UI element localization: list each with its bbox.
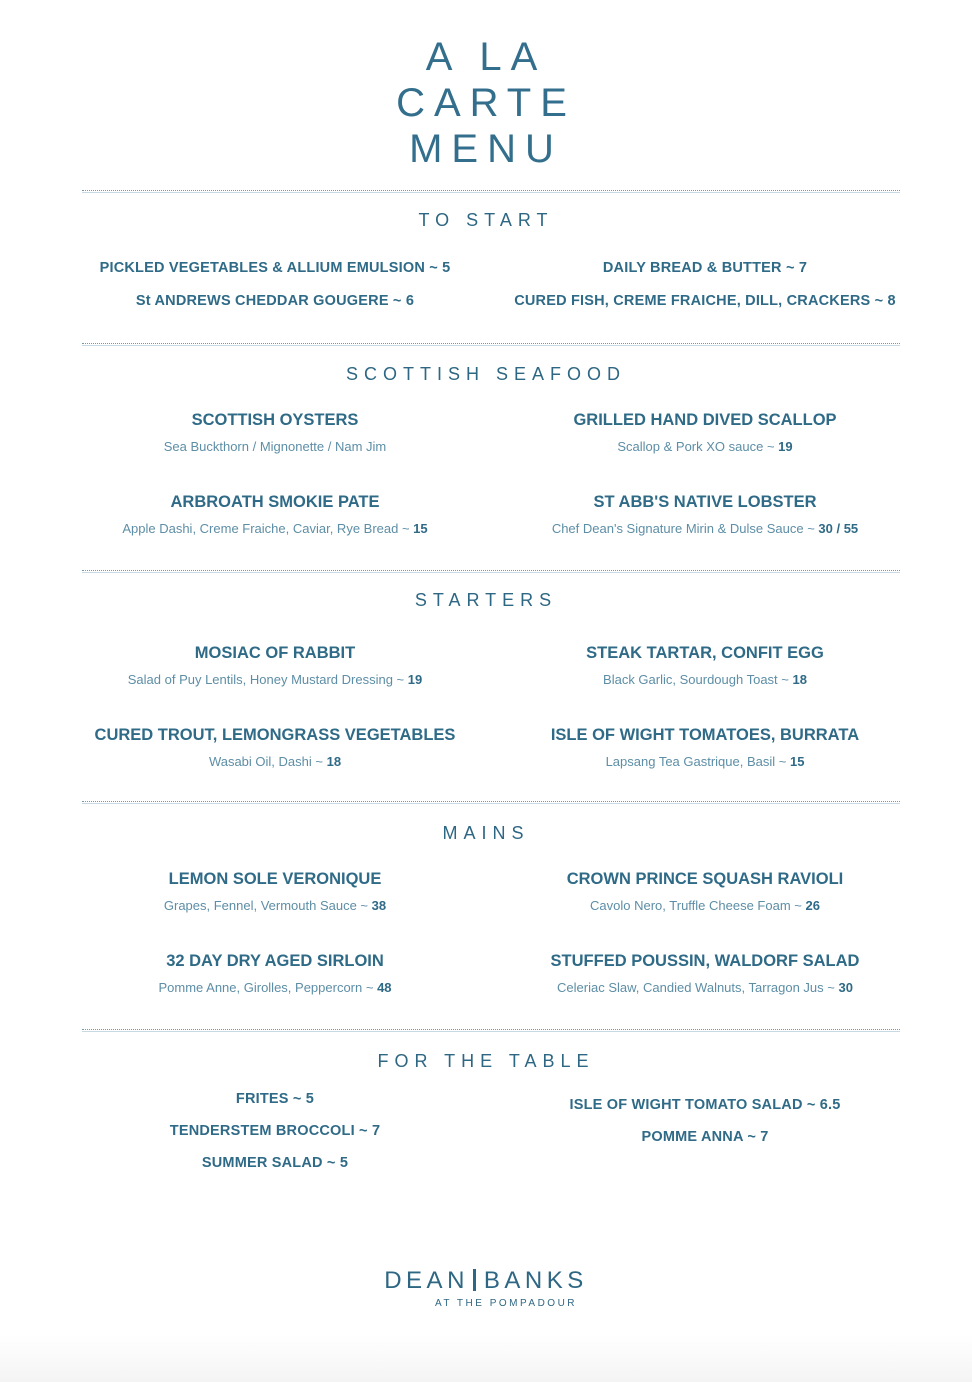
section-divider xyxy=(82,570,900,571)
section-title-to-start: TO START xyxy=(418,210,554,230)
menu-item: TENDERSTEM BROCCOLI ~ 7 xyxy=(169,1123,381,1139)
menu-item: SUMMER SALAD ~ 5 xyxy=(201,1155,349,1171)
dish-price: 18 xyxy=(326,754,342,769)
dish-name: CROWN PRINCE SQUASH RAVIOLI xyxy=(566,870,844,888)
section-title-seafood: SCOTTISH SEAFOOD xyxy=(345,364,627,384)
section-title-starters: STARTERS xyxy=(414,590,558,610)
dish-name: CURED TROUT, LEMONGRASS VEGETABLES xyxy=(94,726,456,744)
dish-description: Wasabi Oil, Dashi ~ 18 xyxy=(208,754,342,769)
section-divider xyxy=(82,343,900,344)
dish-price: 38 xyxy=(371,898,387,913)
menu-title-line-1: A LA xyxy=(425,35,547,79)
section-divider xyxy=(82,1029,900,1030)
menu-title-line-3: MENU xyxy=(409,127,563,171)
dish-description: Lapsang Tea Gastrique, Basil ~ 15 xyxy=(605,754,805,769)
logo-subtitle: AT THE POMPADOUR xyxy=(434,1298,578,1309)
section-title-for-the-table: FOR THE TABLE xyxy=(377,1051,595,1071)
menu-title xyxy=(0,34,972,172)
dish-price: 26 xyxy=(805,898,820,913)
dish-price: 30 / 55 xyxy=(818,521,859,536)
dish-price: 15 xyxy=(413,521,428,536)
section-title-mains: MAINS xyxy=(442,823,530,843)
dish-name: STEAK TARTAR, CONFIT EGG xyxy=(586,644,824,662)
menu-item: POMME ANNA ~ 7 xyxy=(641,1129,769,1145)
menu-item: PICKLED VEGETABLES & ALLIUM EMULSION ~ 5 xyxy=(99,260,451,276)
section-divider xyxy=(82,801,900,802)
dish-name: SCOTTISH OYSTERS xyxy=(191,411,359,429)
dish-description: Sea Buckthorn / Mignonette / Nam Jim xyxy=(163,439,387,454)
menu-item: FRITES ~ 5 xyxy=(235,1091,315,1107)
logo-divider-icon xyxy=(473,1269,476,1291)
menu-item: St ANDREWS CHEDDAR GOUGERE ~ 6 xyxy=(135,293,415,309)
dish-description: Apple Dashi, Creme Fraiche, Caviar, Rye Bread ~ 15 xyxy=(122,521,428,536)
dish-description: Pomme Anne, Girolles, Peppercorn ~ 48 xyxy=(158,980,392,995)
dish-description: Celeriac Slaw, Candied Walnuts, Tarragon Jus ~ 30 xyxy=(557,980,853,995)
dish-name: 32 DAY DRY AGED SIRLOIN xyxy=(166,952,384,970)
dish-name: LEMON SOLE VERONIQUE xyxy=(168,870,382,888)
section-divider xyxy=(82,190,900,191)
logo-wordmark xyxy=(0,1266,972,1296)
dish-description: Cavolo Nero, Truffle Cheese Foam ~ 26 xyxy=(590,898,820,913)
dish-price: 48 xyxy=(377,980,392,995)
dish-price: 15 xyxy=(789,754,805,769)
dish-description: Chef Dean's Signature Mirin & Dulse Sauce ~ 30 / 55 xyxy=(551,521,859,536)
dish-description: Grapes, Fennel, Vermouth Sauce ~ 38 xyxy=(163,898,387,913)
dish-price: 19 xyxy=(778,439,793,454)
dish-name: ARBROATH SMOKIE PATE xyxy=(170,493,380,511)
dish-name: STUFFED POUSSIN, WALDORF SALAD xyxy=(550,952,860,970)
menu-title-line-2: CARTE xyxy=(396,81,576,125)
logo-word-dean: DEAN xyxy=(384,1267,469,1294)
dish-name: ISLE OF WIGHT TOMATOES, BURRATA xyxy=(550,726,860,744)
dish-name: MOSIAC OF RABBIT xyxy=(194,644,356,662)
dish-description: Black Garlic, Sourdough Toast ~ 18 xyxy=(603,672,807,687)
restaurant-logo xyxy=(0,1266,972,1309)
dish-name: GRILLED HAND DIVED SCALLOP xyxy=(573,411,837,429)
dish-description: Salad of Puy Lentils, Honey Mustard Dressing ~ 19 xyxy=(127,672,423,687)
dish-price: 19 xyxy=(407,672,423,687)
menu-item: DAILY BREAD & BUTTER ~ 7 xyxy=(602,260,808,276)
menu-item: CURED FISH, CREME FRAICHE, DILL, CRACKERS ~ 8 xyxy=(514,293,896,309)
logo-word-banks: BANKS xyxy=(483,1267,588,1294)
dish-price: 18 xyxy=(792,672,807,687)
dish-name: ST ABB'S NATIVE LOBSTER xyxy=(593,493,817,511)
menu-item: ISLE OF WIGHT TOMATO SALAD ~ 6.5 xyxy=(569,1097,841,1113)
dish-description: Scallop & Pork XO sauce ~ 19 xyxy=(617,439,793,454)
dish-price: 30 xyxy=(838,980,853,995)
